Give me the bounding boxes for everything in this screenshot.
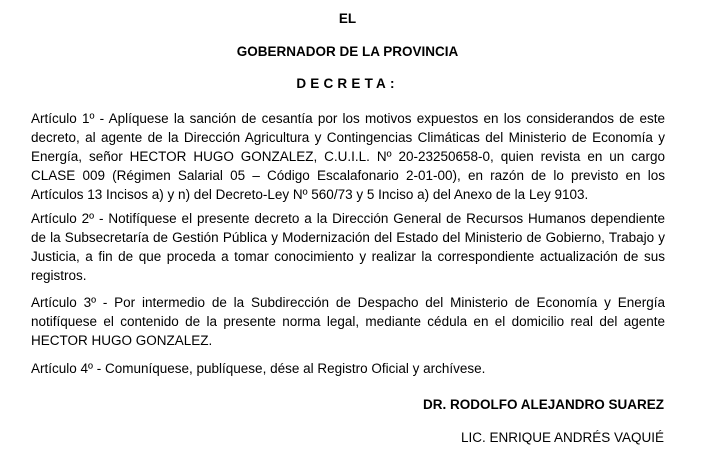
heading-el: EL [338, 11, 357, 26]
article-3: Artículo 3º - Por intermedio de la Subdirección de Despacho del Ministerio de Economía y Energía notifíquese el contenido de la presente norma legal, mediante cédula en el domicilio real del agente HECTOR HUGO GONZALEZ. [31, 295, 665, 348]
signatory-governor: DR. RODOLFO ALEJANDRO SUAREZ [422, 397, 664, 412]
heading-gobernador: GOBERNADOR DE LA PROVINCIA [236, 44, 459, 59]
signatory-minister: LIC. ENRIQUE ANDRÉS VAQUIÉ [460, 430, 664, 445]
heading-decreta: DECRETA: [296, 76, 399, 91]
article-4: Artículo 4º - Comuníquese, publíquese, dése al Registro Oficial y archívese. [31, 361, 486, 376]
article-2: Artículo 2º - Notifíquese el presente decreto a la Dirección General de Recursos Humanos dependiente de la Subsecretaría de Gestión Pública y Modernización del Estado del Ministerio de Gobierno, Trabajo y Justicia, a fin de que proceda a tomar conocimiento y realizar la correspondiente actualización de sus registros. [31, 211, 665, 283]
article-1: Artículo 1º - Aplíquese la sanción de cesantía por los motivos expuestos en los considerandos de este decreto, al agente de la Dirección Agricultura y Contingencias Climáticas del Ministerio de Economía y Energía, señor HECTOR HUGO GONZALEZ, C.U.I.L. Nº 20-23250658-0, quien revista en un cargo CLASE 009 (Régimen Salarial 05 – Código Escalafonario 2-01-00), en razón de lo previsto en los Artículos 13 Incisos a) y n) del Decreto-Ley Nº 560/73 y 5 Inciso a) del Anexo de la Ley 9103. [31, 111, 665, 202]
